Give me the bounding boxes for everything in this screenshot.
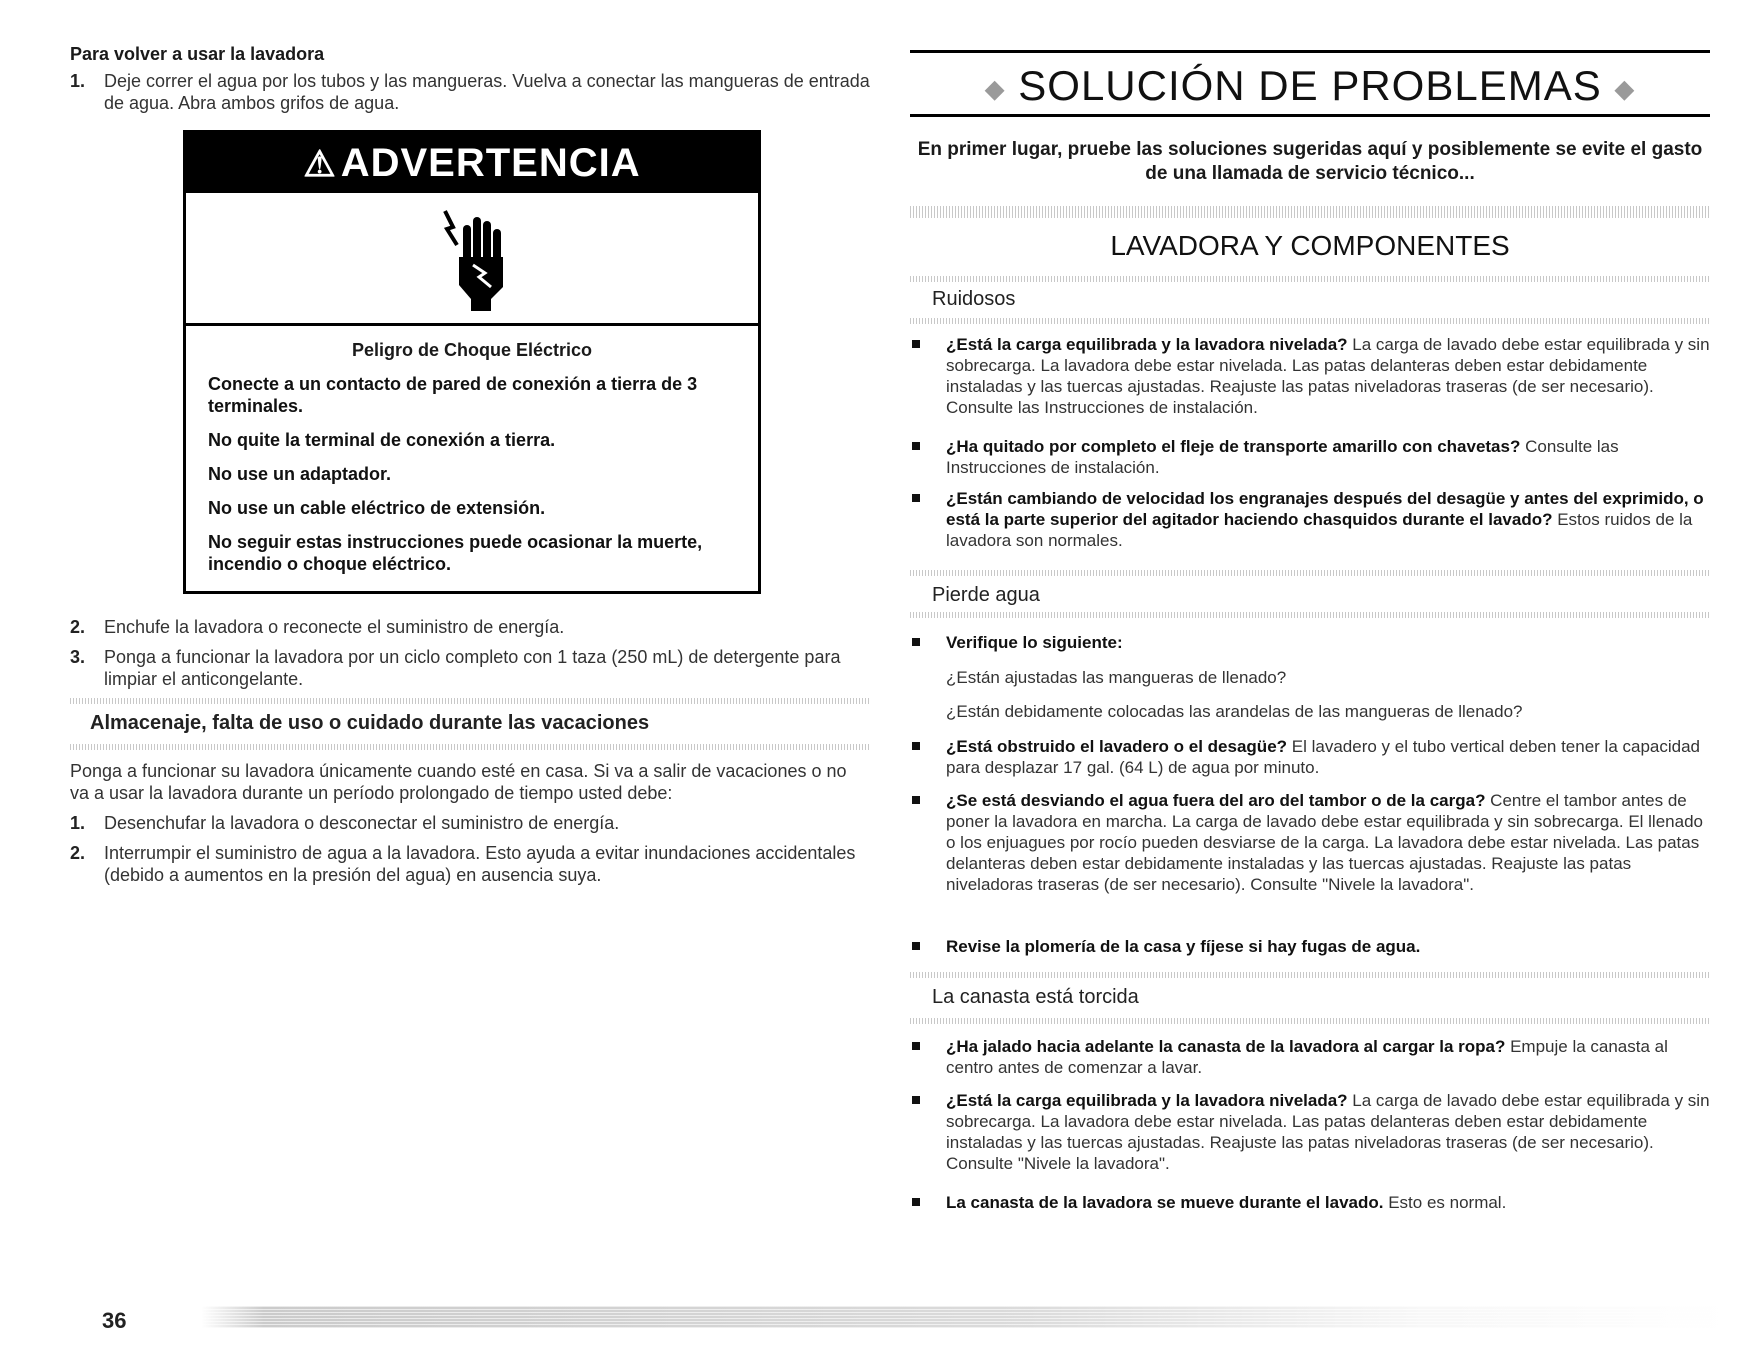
question-text: Revise la plomería de la casa y fíjese si hay fugas de agua.	[946, 937, 1421, 956]
section-divider	[910, 570, 1710, 576]
footer-bar	[170, 1306, 1730, 1328]
question-text: ¿Se está desviando el agua fuera del aro del tambor o de la carga?	[946, 791, 1486, 810]
bullet-icon	[912, 1198, 920, 1206]
list-item	[910, 1090, 1710, 1174]
step-2	[70, 616, 870, 638]
warning-line: No quite la terminal de conexión a tierra.	[208, 430, 556, 450]
storage-step-2	[70, 842, 870, 886]
step-text: Deje correr el agua por los tubos y las mangueras. Vuelva a conectar las mangueras de entrada de agua. Abra ambos grifos de agua.	[104, 71, 870, 113]
warning-triangle-icon: ⚠	[303, 143, 337, 184]
diamond-icon: ◆	[984, 73, 1006, 104]
step-number: 1.	[70, 813, 86, 833]
warning-title: Peligro de Choque Eléctrico	[351, 340, 593, 360]
list-item	[910, 790, 1710, 895]
warning-box	[183, 130, 761, 594]
step-1	[70, 70, 870, 114]
bullet-icon	[912, 340, 920, 348]
warning-line: No use un adaptador.	[208, 464, 392, 484]
intro-text: En primer lugar, pruebe las soluciones sugeridas aquí y posiblemente se evite el gasto de una llamada de servicio técnico...	[917, 139, 1703, 184]
list-item	[910, 936, 1710, 957]
step-3	[70, 646, 870, 690]
question-text: ¿Está la carga equilibrada y la lavadora nivelada?	[946, 335, 1348, 354]
question-text: ¿Ha jalado hacia adelante la canasta de la lavadora al cargar la ropa?	[946, 1037, 1506, 1056]
question-text: ¿Está obstruido el lavadero o el desagüe?	[946, 737, 1288, 756]
bullet-icon	[912, 494, 920, 502]
section-divider	[910, 318, 1710, 324]
bullet-icon	[912, 1042, 920, 1050]
storage-section-title: Almacenaje, falta de uso o cuidado durante las vacaciones	[90, 712, 650, 734]
section-divider	[70, 744, 870, 750]
question-line: ¿Están ajustadas las mangueras de llenado?	[946, 668, 1287, 687]
check-text: Verifique lo siguiente:	[946, 633, 1123, 652]
warning-body	[186, 326, 758, 575]
bullet-icon	[912, 796, 920, 804]
step-number: 1.	[70, 71, 86, 91]
step-text: Desenchufar la lavadora o desconectar el suministro de energía.	[104, 813, 620, 833]
step-number: 2.	[70, 843, 86, 863]
bullet-icon	[912, 442, 920, 450]
answer-text: Empuje la canasta al centro antes de comenzar a lavar.	[946, 1037, 1668, 1077]
list-item	[910, 632, 1710, 653]
page-title	[910, 62, 1710, 110]
section-divider	[910, 972, 1710, 978]
question-text: La canasta de la lavadora se mueve durante el lavado.	[946, 1193, 1384, 1212]
category-title: LAVADORA Y COMPONENTES	[1110, 230, 1510, 261]
bullet-icon	[912, 742, 920, 750]
warning-line: No use un cable eléctrico de extensión.	[208, 498, 546, 518]
list-item	[910, 1036, 1710, 1078]
question-line: ¿Están debidamente colocadas las arandelas de las mangueras de llenado?	[946, 702, 1523, 721]
title-rule-bottom	[910, 114, 1710, 117]
warning-icon-area	[186, 193, 758, 326]
answer-text: Esto es normal.	[1383, 1193, 1507, 1212]
electric-shock-hand-icon	[441, 207, 507, 311]
bullet-icon	[912, 1096, 920, 1104]
question-text: ¿Ha quitado por completo el fleje de transporte amarillo con chavetas?	[946, 437, 1521, 456]
step-number: 3.	[70, 647, 86, 667]
answer-text: Centre el tambor antes de poner la lavadora en marcha. La carga de lavado debe estar equilibrada y sin sobrecarga. El llenado o los enjuagues por rocío pueden desviarse de la carga. La lavadora debe estar nivelada. Las patas delanteras deben estar debidamente instaladas y las tuercas ajustadas. Reajuste las patas niveladoras traseras (de ser necesario). Consulte "Nivele la lavadora".	[946, 791, 1703, 894]
list-item	[910, 488, 1710, 551]
storage-step-1	[70, 812, 870, 834]
warning-header	[186, 133, 758, 193]
section-divider	[910, 276, 1710, 282]
answer-text: Consulte las Instrucciones de instalación.	[946, 437, 1619, 477]
tub-subtitle: La canasta está torcida	[932, 986, 1139, 1008]
diamond-icon: ◆	[1614, 73, 1636, 104]
page-number: 36	[102, 1308, 127, 1333]
warning-line: No seguir estas instrucciones puede ocasionar la muerte, incendio o choque eléctrico.	[208, 532, 703, 574]
question-text: ¿Están cambiando de velocidad los engranajes después del desagüe y antes del exprimido, o está la parte superior del agitador haciendo chasquidos durante el lavado?	[946, 489, 1704, 529]
answer-text: El lavadero y el tubo vertical deben tener la capacidad para desplazar 17 gal. (64 L) de agua por minuto.	[946, 737, 1701, 777]
section-divider	[910, 612, 1710, 618]
bullet-icon	[912, 638, 920, 646]
step-number: 2.	[70, 617, 86, 637]
leaks-subtitle: Pierde agua	[932, 584, 1040, 606]
list-item	[910, 736, 1710, 778]
title-rule-top	[910, 50, 1710, 53]
noisy-subtitle: Ruidosos	[932, 288, 1016, 310]
step-text: Enchufe la lavadora o reconecte el suministro de energía.	[104, 617, 565, 637]
step-text: Interrumpir el suministro de agua a la lavadora. Esto ayuda a evitar inundaciones accidentales (debido a aumentos en la presión del agua) en ausencia suya.	[104, 843, 856, 885]
page-title-text: SOLUCIÓN DE PROBLEMAS	[1018, 62, 1602, 109]
storage-paragraph: Ponga a funcionar su lavadora únicamente cuando esté en casa. Si va a salir de vacaciones o no va a usar la lavadora durante un período prolongado de tiempo usted debe:	[70, 761, 847, 803]
warning-line: Conecte a un contacto de pared de conexión a tierra de 3 terminales.	[208, 374, 698, 416]
section-divider	[70, 698, 870, 704]
section-divider	[910, 1018, 1710, 1024]
list-item	[910, 334, 1710, 418]
list-item	[910, 436, 1710, 478]
warning-header-text: ADVERTENCIA	[340, 141, 641, 185]
answer-text: La carga de lavado debe estar equilibrada y sin sobrecarga. La lavadora debe estar nivelada. Las patas delanteras deben estar debidamente instaladas y las tuercas ajustadas. Reajuste las patas niveladoras traseras (de ser necesario). Consulte "Nivele la lavadora".	[946, 1091, 1710, 1173]
step-text: Ponga a funcionar la lavadora por un ciclo completo con 1 taza (250 mL) de detergente para limpiar el anticongelante.	[104, 647, 841, 689]
section-divider	[910, 206, 1710, 218]
bullet-icon	[912, 942, 920, 950]
list-item	[910, 1192, 1710, 1213]
answer-text: Estos ruidos de la lavadora son normales.	[946, 510, 1693, 550]
reuse-heading: Para volver a usar la lavadora	[70, 44, 325, 64]
answer-text: La carga de lavado debe estar equilibrada y sin sobrecarga. La lavadora debe estar nivelada. Las patas delanteras deben estar debidamente instaladas y las tuercas ajustadas. Reajuste las patas niveladoras traseras (de ser necesario). Consulte las Instrucciones de instalación.	[946, 335, 1710, 417]
question-text: ¿Está la carga equilibrada y la lavadora nivelada?	[946, 1091, 1348, 1110]
